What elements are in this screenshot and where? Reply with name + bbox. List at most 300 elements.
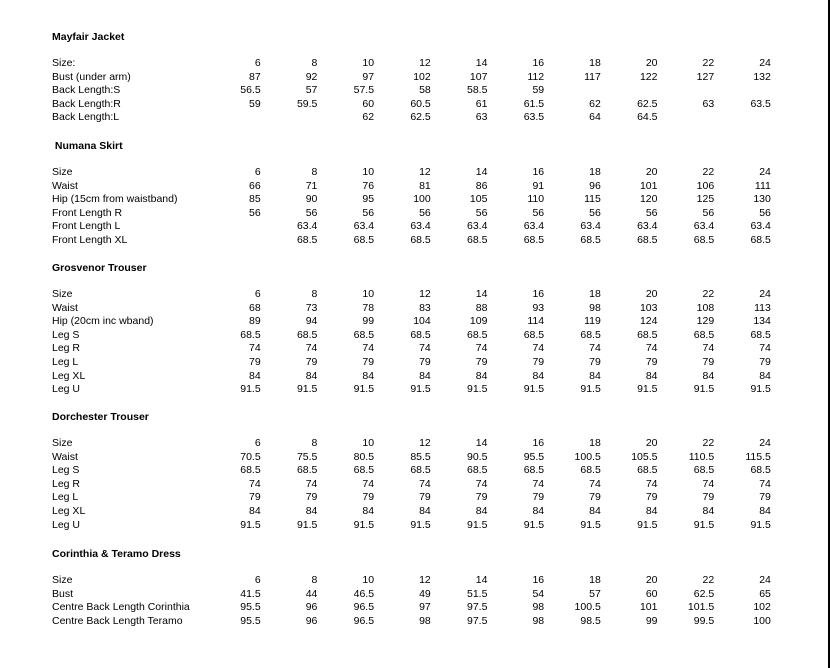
- table-cell: 61.5: [523, 97, 545, 110]
- table-cell: 79: [589, 355, 601, 368]
- table-cell: 85.5: [410, 450, 431, 463]
- table-row: [52, 437, 771, 451]
- row-label: Hip (20cm inc wband): [52, 315, 154, 328]
- table-cell: 84: [475, 369, 488, 382]
- table-cell: 63.4: [637, 220, 658, 233]
- table-cell: 58.5: [467, 84, 488, 97]
- table-cell: 24: [759, 574, 771, 586]
- table-cell: 57: [305, 84, 318, 97]
- table-cell: 54: [532, 587, 545, 600]
- table-cell: 56.5: [240, 84, 261, 97]
- table-cell: 8: [311, 166, 318, 178]
- table-cell: 74: [532, 342, 545, 355]
- table-cell: 109: [469, 315, 488, 328]
- table-cell: 74: [759, 342, 771, 355]
- table-cell: 74: [702, 342, 715, 355]
- size-section: [52, 30, 772, 125]
- table-cell: 79: [249, 355, 261, 368]
- table-cell: 74: [305, 477, 318, 490]
- table-cell: 68.5: [580, 233, 601, 246]
- table-row: [52, 356, 771, 370]
- table-row: [52, 84, 771, 98]
- table-cell: 61: [475, 97, 488, 110]
- size-table: [52, 574, 771, 628]
- table-cell: 68.5: [523, 464, 545, 477]
- table-row: [52, 491, 771, 505]
- table-cell: 14: [475, 574, 488, 586]
- table-cell: 16: [532, 574, 545, 586]
- table-cell: 127: [696, 70, 715, 83]
- table-cell: 84: [702, 369, 715, 382]
- table-cell: 74: [759, 477, 771, 490]
- table-cell: 56: [249, 206, 261, 219]
- table-cell: 68.5: [467, 464, 488, 477]
- table-cell: 16: [532, 57, 545, 69]
- table-cell: 68.5: [296, 464, 318, 477]
- table-cell: 74: [475, 342, 488, 355]
- table-cell: 68.5: [750, 328, 771, 341]
- table-cell: 62.5: [693, 587, 715, 600]
- table-row: [52, 57, 771, 71]
- table-cell: 91.5: [410, 383, 431, 396]
- table-cell: 81: [419, 179, 431, 192]
- table-cell: 102: [753, 601, 771, 614]
- table-cell: 68.5: [693, 328, 715, 341]
- size-section: [52, 410, 772, 532]
- table-cell: 101.5: [687, 601, 715, 614]
- table-cell: 22: [702, 57, 715, 69]
- table-cell: 22: [702, 166, 715, 178]
- table-cell: 91.5: [580, 518, 601, 531]
- row-label: Front Length XL: [52, 233, 128, 246]
- table-cell: 79: [249, 491, 261, 504]
- table-cell: 101: [639, 179, 658, 192]
- table-cell: 49: [419, 587, 431, 600]
- table-cell: 63.4: [580, 220, 601, 233]
- table-cell: 6: [254, 166, 261, 178]
- section-title: Grosvenor Trouser: [52, 262, 147, 274]
- table-row: [52, 220, 771, 234]
- table-cell: 60.5: [410, 97, 431, 110]
- table-cell: 74: [645, 477, 658, 490]
- table-cell: 63.4: [523, 220, 545, 233]
- table-cell: 119: [584, 315, 601, 328]
- row-label: Size: [52, 288, 73, 300]
- row-label: Back Length:R: [52, 97, 121, 110]
- table-cell: 74: [249, 342, 261, 355]
- size-section: [52, 547, 772, 628]
- row-label: Front Length L: [52, 220, 121, 233]
- table-cell: 74: [475, 477, 488, 490]
- table-row: [52, 71, 771, 85]
- table-cell: 66: [249, 179, 261, 192]
- table-cell: 101: [639, 601, 658, 614]
- table-cell: 79: [645, 355, 658, 368]
- row-label: Waist: [52, 450, 78, 463]
- table-cell: 68.5: [750, 464, 771, 477]
- table-cell: 59.5: [296, 97, 318, 110]
- row-label: Leg S: [52, 328, 80, 341]
- table-cell: 12: [419, 437, 431, 449]
- table-cell: [601, 84, 658, 98]
- size-table: [52, 437, 771, 532]
- row-label: Waist: [52, 179, 78, 192]
- table-cell: 91.5: [240, 383, 261, 396]
- table-cell: 91.5: [580, 383, 601, 396]
- row-label: Leg L: [52, 491, 79, 504]
- table-row: [52, 98, 771, 112]
- table-cell: 84: [645, 369, 658, 382]
- table-cell: 62.5: [637, 97, 658, 110]
- row-label: Size: [52, 574, 73, 586]
- table-row: [52, 601, 771, 615]
- table-cell: 56: [759, 206, 771, 219]
- table-cell: 89: [249, 315, 261, 328]
- table-cell: 96: [305, 601, 318, 614]
- table-row: [52, 370, 771, 384]
- table-row: [52, 574, 771, 588]
- table-cell: 12: [419, 166, 431, 178]
- table-cell: 68.5: [693, 464, 715, 477]
- table-cell: 91.5: [523, 383, 545, 396]
- table-row: [52, 288, 771, 302]
- table-cell: 6: [254, 288, 261, 300]
- table-cell: 56: [419, 206, 431, 219]
- table-cell: 14: [475, 437, 488, 449]
- table-cell: 56: [702, 206, 715, 219]
- table-cell: 41.5: [240, 587, 261, 600]
- table-cell: 103: [639, 301, 658, 314]
- table-cell: [261, 111, 318, 125]
- table-cell: 102: [413, 70, 431, 83]
- table-cell: 84: [532, 504, 545, 517]
- table-cell: 90.5: [467, 450, 488, 463]
- table-cell: 110.5: [688, 450, 715, 463]
- table-cell: 91.5: [467, 518, 488, 531]
- table-cell: 74: [532, 477, 545, 490]
- table-cell: 16: [532, 437, 545, 449]
- table-cell: [204, 111, 261, 125]
- row-label: Leg XL: [52, 504, 86, 517]
- table-cell: 79: [759, 491, 771, 504]
- table-cell: 91.5: [410, 518, 431, 531]
- table-cell: [204, 234, 261, 248]
- table-cell: 57: [589, 587, 601, 600]
- table-cell: 105.5: [631, 450, 658, 463]
- table-cell: 74: [419, 342, 431, 355]
- table-cell: 63.5: [750, 97, 771, 110]
- table-cell: 84: [305, 369, 318, 382]
- table-cell: 68.5: [580, 464, 601, 477]
- table-cell: 70.5: [240, 450, 261, 463]
- table-cell: 96: [305, 614, 318, 627]
- table-cell: 120: [639, 193, 658, 206]
- table-cell: 24: [759, 57, 771, 69]
- table-cell: 62: [362, 111, 375, 124]
- section-title: Mayfair Jacket: [52, 31, 125, 43]
- table-cell: 91.5: [296, 518, 318, 531]
- table-cell: 22: [702, 288, 715, 300]
- section-title: Corinthia & Teramo Dress: [52, 548, 181, 560]
- table-cell: 134: [753, 315, 771, 328]
- table-cell: 24: [759, 288, 771, 300]
- table-cell: 85: [249, 193, 261, 206]
- table-cell: 79: [419, 491, 431, 504]
- table-cell: 79: [475, 355, 488, 368]
- table-cell: 125: [696, 193, 715, 206]
- table-cell: 91.5: [637, 383, 658, 396]
- table-cell: 75.5: [296, 450, 318, 463]
- table-cell: 57.5: [353, 84, 375, 97]
- table-cell: 12: [419, 288, 431, 300]
- table-cell: 88: [475, 301, 488, 314]
- row-label: Centre Back Length Corinthia: [52, 601, 190, 614]
- table-cell: 58: [419, 84, 431, 97]
- table-cell: 129: [696, 315, 715, 328]
- table-cell: 10: [362, 57, 375, 69]
- table-cell: 108: [696, 301, 715, 314]
- table-cell: 68.5: [410, 233, 431, 246]
- table-cell: 97: [419, 601, 431, 614]
- table-row: [52, 166, 771, 180]
- table-cell: 68: [249, 301, 261, 314]
- table-cell: [544, 84, 601, 98]
- table-cell: 20: [645, 437, 658, 449]
- table-cell: 68.5: [410, 464, 431, 477]
- table-cell: 91.5: [353, 518, 375, 531]
- table-cell: 84: [249, 369, 261, 382]
- table-cell: 98: [532, 614, 545, 627]
- size-section: [52, 261, 772, 397]
- table-cell: 100.5: [574, 450, 601, 463]
- table-cell: 91.5: [296, 383, 318, 396]
- table-cell: 79: [532, 355, 545, 368]
- table-cell: 98.5: [580, 614, 601, 627]
- table-cell: 83: [419, 301, 431, 314]
- table-cell: 8: [311, 57, 318, 69]
- table-cell: 79: [645, 491, 658, 504]
- table-cell: 79: [362, 355, 375, 368]
- table-cell: 99.5: [693, 614, 715, 627]
- table-row: [52, 342, 771, 356]
- table-cell: 8: [311, 574, 318, 586]
- table-cell: 56: [475, 206, 488, 219]
- table-cell: 79: [702, 355, 715, 368]
- table-cell: 98: [589, 301, 601, 314]
- table-cell: 63: [475, 111, 488, 124]
- table-cell: 84: [702, 504, 715, 517]
- table-cell: 91.5: [750, 518, 771, 531]
- table-cell: 18: [589, 57, 601, 69]
- table-cell: 74: [419, 477, 431, 490]
- table-cell: 96: [589, 179, 601, 192]
- table-cell: 90: [305, 193, 318, 206]
- size-section: [52, 139, 772, 248]
- table-cell: 73: [305, 301, 318, 314]
- row-label: Size:: [52, 57, 76, 69]
- table-cell: 78: [362, 301, 375, 314]
- table-cell: 51.5: [467, 587, 488, 600]
- table-cell: 84: [645, 504, 658, 517]
- table-cell: 84: [589, 504, 601, 517]
- table-cell: 44: [305, 587, 318, 600]
- table-cell: 68.5: [410, 328, 431, 341]
- table-cell: 124: [639, 315, 658, 328]
- table-cell: 100.5: [574, 601, 601, 614]
- table-row: [52, 451, 771, 465]
- section-title: Numana Skirt: [52, 140, 123, 152]
- row-label: Leg L: [52, 355, 79, 368]
- table-cell: 46.5: [353, 587, 375, 600]
- table-cell: 106: [696, 179, 715, 192]
- row-label: Leg U: [52, 518, 81, 531]
- table-cell: 63.4: [750, 220, 771, 233]
- table-cell: 95.5: [240, 614, 261, 627]
- table-cell: 18: [589, 437, 601, 449]
- table-cell: 114: [527, 315, 545, 328]
- table-cell: 68.5: [637, 233, 658, 246]
- table-cell: 76: [362, 179, 375, 192]
- table-cell: 6: [254, 574, 261, 586]
- table-cell: [714, 84, 771, 98]
- table-cell: 68.5: [296, 233, 318, 246]
- table-cell: 84: [589, 369, 601, 382]
- table-cell: 91.5: [467, 383, 488, 396]
- table-row: [52, 234, 771, 248]
- table-cell: 95: [362, 193, 375, 206]
- table-cell: 84: [362, 369, 375, 382]
- table-cell: 84: [759, 369, 771, 382]
- table-cell: 56: [645, 206, 658, 219]
- table-cell: 8: [311, 288, 318, 300]
- table-cell: 84: [362, 504, 375, 517]
- table-cell: 16: [532, 166, 545, 178]
- table-row: [52, 329, 771, 343]
- table-cell: 64: [589, 111, 601, 124]
- table-cell: 68.5: [580, 328, 601, 341]
- table-row: [52, 315, 771, 329]
- table-cell: 63.4: [296, 220, 318, 233]
- row-label: Leg R: [52, 342, 81, 355]
- table-cell: 12: [419, 57, 431, 69]
- table-cell: 100: [753, 614, 771, 627]
- table-row: [52, 505, 771, 519]
- table-cell: 18: [589, 166, 601, 178]
- table-cell: 20: [645, 57, 658, 69]
- table-cell: 79: [759, 355, 771, 368]
- table-cell: 68.5: [637, 328, 658, 341]
- table-cell: 68.5: [523, 328, 545, 341]
- table-cell: 79: [589, 491, 601, 504]
- table-cell: [658, 84, 715, 98]
- table-cell: 100: [413, 193, 431, 206]
- table-cell: 10: [362, 288, 375, 300]
- table-cell: 68.5: [353, 328, 375, 341]
- table-cell: 91.5: [750, 383, 771, 396]
- table-cell: 74: [362, 477, 375, 490]
- table-cell: 14: [475, 166, 488, 178]
- table-cell: 79: [305, 355, 318, 368]
- table-cell: 74: [305, 342, 318, 355]
- row-label: Hip (15cm from waistband): [52, 193, 178, 206]
- table-cell: 115: [584, 193, 601, 206]
- table-row: [52, 111, 771, 125]
- table-cell: 84: [419, 369, 431, 382]
- table-cell: 68.5: [467, 328, 488, 341]
- row-label: Bust (under arm): [52, 70, 131, 83]
- table-cell: 132: [753, 70, 771, 83]
- table-cell: 110: [527, 193, 545, 206]
- table-cell: 93: [532, 301, 545, 314]
- row-label: Leg R: [52, 477, 81, 490]
- table-cell: 68.5: [296, 328, 318, 341]
- table-cell: 62.5: [410, 111, 431, 124]
- table-cell: 68.5: [467, 233, 488, 246]
- table-cell: 68.5: [353, 233, 375, 246]
- table-cell: 91.5: [693, 518, 715, 531]
- table-cell: 63.5: [523, 111, 545, 124]
- table-cell: 91.5: [240, 518, 261, 531]
- table-cell: 79: [362, 491, 375, 504]
- table-cell: 14: [475, 288, 488, 300]
- table-cell: 63.4: [410, 220, 431, 233]
- table-cell: 113: [754, 301, 771, 314]
- row-label: Front Length R: [52, 206, 123, 219]
- table-cell: 68.5: [750, 233, 771, 246]
- table-cell: 18: [589, 574, 601, 586]
- table-cell: [204, 220, 261, 234]
- size-table: [52, 288, 771, 397]
- table-cell: 105: [469, 193, 488, 206]
- table-cell: 97: [362, 70, 375, 83]
- table-cell: 68.5: [240, 464, 261, 477]
- row-label: Back Length:L: [52, 111, 120, 124]
- table-cell: 104: [413, 315, 431, 328]
- table-cell: 22: [702, 437, 715, 449]
- table-cell: 63.4: [353, 220, 375, 233]
- table-cell: 20: [645, 574, 658, 586]
- row-label: Back Length:S: [52, 84, 121, 97]
- table-cell: 56: [362, 206, 375, 219]
- table-cell: 98: [532, 601, 545, 614]
- table-row: [52, 588, 771, 602]
- table-cell: 64.5: [637, 111, 658, 124]
- table-cell: 10: [362, 574, 375, 586]
- table-cell: 80.5: [353, 450, 375, 463]
- table-row: [52, 615, 771, 629]
- table-cell: [658, 111, 715, 125]
- table-cell: 117: [584, 70, 601, 83]
- table-row: [52, 207, 771, 221]
- table-cell: 56: [589, 206, 601, 219]
- table-cell: 96.5: [353, 601, 375, 614]
- table-row: [52, 193, 771, 207]
- section-title: Dorchester Trouser: [52, 411, 149, 423]
- table-cell: 86: [475, 179, 488, 192]
- row-label: Leg XL: [52, 369, 86, 382]
- table-cell: 68.5: [240, 328, 261, 341]
- table-cell: 10: [362, 437, 375, 449]
- table-cell: 8: [311, 437, 318, 449]
- table-cell: 84: [475, 504, 488, 517]
- table-cell: 115.5: [745, 450, 771, 463]
- table-cell: 60: [645, 587, 658, 600]
- table-cell: 74: [362, 342, 375, 355]
- row-label: Size: [52, 166, 73, 178]
- table-cell: 56: [305, 206, 318, 219]
- table-cell: 60: [362, 97, 375, 110]
- table-cell: 79: [419, 355, 431, 368]
